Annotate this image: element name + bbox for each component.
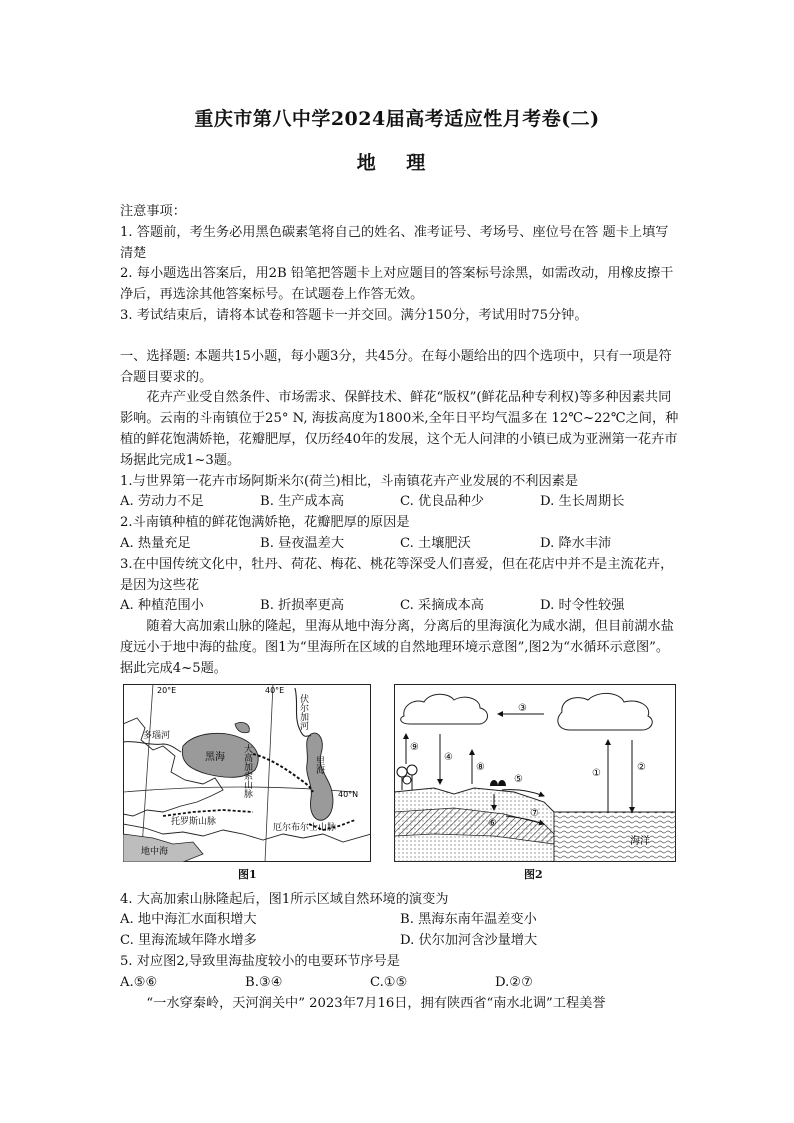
notice-item-3: 3. 考试结束后，请将本试卷和答题卡一并交回。满分150分，考试用时75分钟。 bbox=[120, 307, 588, 323]
question-1-stem: 1.与世界第一花卉市场阿斯米尔(荷兰)相比，斗南镇花卉产业发展的不利因素是 bbox=[120, 473, 579, 489]
label-3: ③ bbox=[518, 702, 527, 714]
question-5-options bbox=[120, 973, 680, 994]
section-heading: 一、选择题: 本题共15小题，每小题3分，共45分。在每小题给出的四个选项中，只有一项是符合题目要求的。 bbox=[120, 348, 672, 385]
option-d[interactable]: D. 时令性较强 bbox=[540, 598, 625, 614]
option-a[interactable]: A. 种植范围小 bbox=[120, 598, 204, 614]
label-lat40: 40°N bbox=[338, 789, 359, 799]
option-a[interactable]: A. 热量充足 bbox=[120, 535, 191, 551]
option-b[interactable]: B. 昼夜温差大 bbox=[260, 535, 345, 551]
exam-body bbox=[120, 202, 680, 1014]
label-7: ⑦ bbox=[530, 807, 539, 819]
label-caucasus: 大高加索山脉 bbox=[242, 743, 252, 798]
option-a[interactable]: A. 地中海汇水面积增大 bbox=[120, 912, 257, 928]
passage-caspian: 随着大高加索山脉的隆起，里海从地中海分离，分离后的里海演化为咸水湖，但目前湖水盐度远小于地中海的盐度。图1为“里海所在区域的自然地理环境示意图”,图2为“水循环示意图”。据此完成4~5题。 bbox=[120, 619, 674, 676]
label-2: ② bbox=[637, 761, 646, 773]
label-6: ⑥ bbox=[488, 817, 497, 829]
option-d[interactable]: D. 伏尔加河含沙量增大 bbox=[400, 933, 538, 949]
figure-2-water-cycle bbox=[394, 684, 676, 862]
figure-1-map bbox=[123, 684, 371, 862]
label-danube: 多瑙河 bbox=[143, 730, 171, 741]
question-5-stem: 5. 对应图2,导致里海盐度较小的电要环节序号是 bbox=[120, 953, 400, 969]
option-b[interactable]: B. 黑海东南年温差变小 bbox=[400, 912, 537, 928]
label-ocean: 海洋 bbox=[630, 835, 650, 847]
label-volga: 伏尔加河 bbox=[298, 693, 308, 730]
option-c[interactable]: C.①⑤ bbox=[370, 974, 408, 990]
label-lon40: 40°E bbox=[265, 685, 285, 695]
label-lon20: 20°E bbox=[157, 685, 177, 695]
question-4-stem: 4. 大高加索山脉隆起后，图1所示区域自然环境的演变为 bbox=[120, 891, 449, 907]
question-2-options bbox=[120, 534, 680, 555]
label-caspian: 里海 bbox=[314, 755, 324, 774]
question-1-options bbox=[120, 492, 680, 513]
option-d[interactable]: D. 降水丰沛 bbox=[540, 535, 612, 551]
passage-flowers: 花卉产业受自然条件、市场需求、保鲜技术、鲜花“版权”(鲜花品种专利权)等多种因素共同影响。云南的斗南镇位于25° N, 海拔高度为1800米,全年日平均气温多在 12℃~22℃之间，种植的鲜花饱满娇艳，花瓣肥厚，仅历经40年的发展，这个无人问津的小镇已成为亚洲第一花卉市场据此完成1~3题。 bbox=[120, 390, 679, 468]
label-9: ⑨ bbox=[410, 741, 419, 753]
option-c[interactable]: C. 优良品种少 bbox=[400, 494, 484, 510]
notice-item-2: 2. 每小题选出答案后，用2B 铅笔把答题卡上对应题目的答案标号涂黑，如需改动，用橡皮擦干净后，再选涂其他答案标号。在试题卷上作答无效。 bbox=[120, 266, 674, 303]
label-8: ⑧ bbox=[476, 761, 485, 773]
label-mediterranean: 地中海 bbox=[141, 846, 169, 857]
option-a[interactable]: A. 劳动力不足 bbox=[120, 494, 204, 510]
label-elburz: 厄尔布尔士山脉 bbox=[273, 822, 337, 833]
option-c[interactable]: C. 里海流域年降水增多 bbox=[120, 933, 257, 949]
question-4-options-row-1 bbox=[120, 910, 680, 931]
label-5: ⑤ bbox=[514, 773, 523, 785]
notice-item-1: 1. 答题前，考生务必用黑色碳素笔将自己的姓名、准考证号、考场号、座位号在答 题卡上填写清楚 bbox=[120, 224, 669, 261]
figures-row bbox=[120, 684, 680, 884]
exam-title: 重庆市第八中学2024届高考适应性月考卷(二) bbox=[194, 108, 600, 130]
figure-2-caption: 图2 bbox=[524, 867, 543, 881]
passage-water-diversion: “一水穿秦岭，天河润关中” 2023年7月16日，拥有陕西省“南水北调”工程美誉 bbox=[146, 995, 606, 1011]
notice-heading: 注意事项： bbox=[120, 204, 186, 219]
label-1: ① bbox=[592, 767, 601, 779]
label-black-sea: 黑海 bbox=[205, 751, 225, 763]
option-d[interactable]: D.②⑦ bbox=[495, 974, 533, 990]
option-c[interactable]: C. 采摘成本高 bbox=[400, 598, 484, 614]
question-4-options-row-2 bbox=[120, 931, 680, 952]
option-d[interactable]: D. 生长周期长 bbox=[540, 494, 625, 510]
option-b[interactable]: B. 生产成本高 bbox=[260, 494, 345, 510]
question-3-stem: 3.在中国传统文化中，牡丹、荷花、梅花、桃花等深受人们喜爱，但在花店中并不是主流花卉，是因为这些花 bbox=[120, 556, 674, 593]
label-4: ④ bbox=[444, 751, 453, 763]
option-c[interactable]: C. 土壤肥沃 bbox=[400, 535, 471, 551]
label-taurus: 托罗斯山脉 bbox=[171, 816, 217, 827]
option-a[interactable]: A.⑤⑥ bbox=[120, 974, 158, 990]
option-b[interactable]: B.③④ bbox=[245, 974, 283, 990]
exam-subject: 地 理 bbox=[356, 152, 438, 174]
question-3-options bbox=[120, 596, 680, 617]
question-2-stem: 2.斗南镇种植的鲜花饱满娇艳，花瓣肥厚的原因是 bbox=[120, 515, 410, 531]
option-b[interactable]: B. 折损率更高 bbox=[260, 598, 345, 614]
figure-1-caption: 图1 bbox=[238, 867, 257, 881]
